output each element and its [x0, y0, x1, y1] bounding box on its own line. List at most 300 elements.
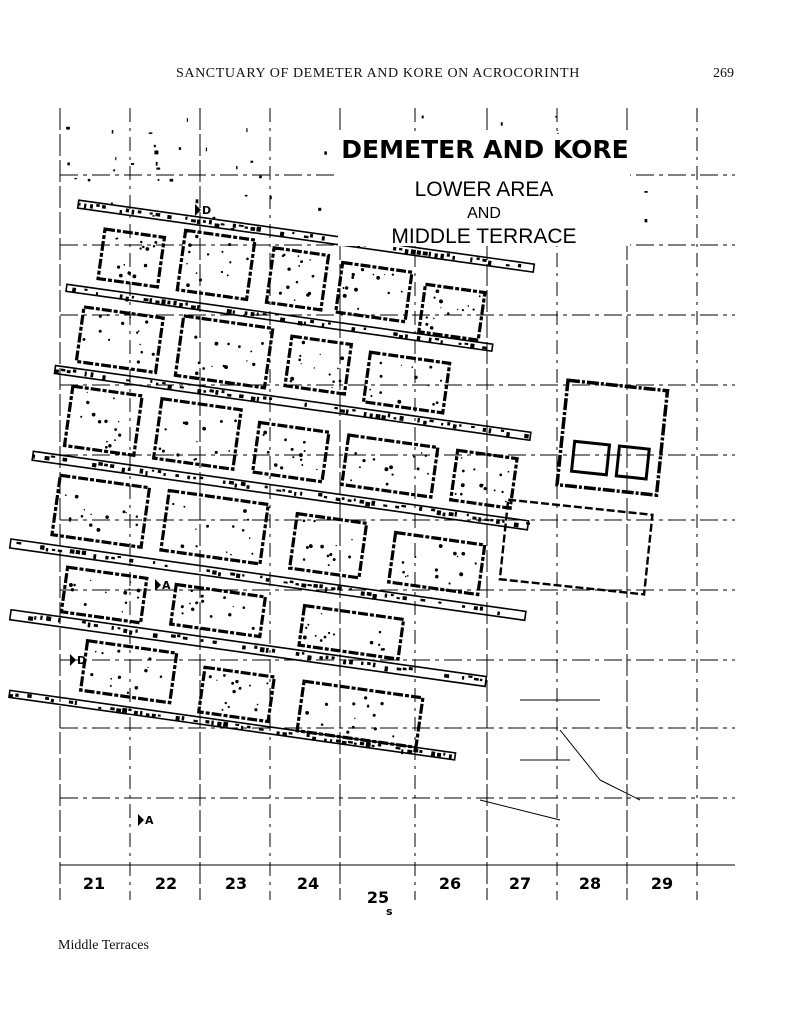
grid-label: 25	[366, 888, 390, 907]
rubble-mark	[90, 204, 93, 209]
debris-mark	[95, 651, 97, 653]
debris-mark	[385, 483, 388, 486]
rubble-mark	[156, 383, 159, 386]
rubble-mark	[482, 346, 487, 349]
rubble-mark	[111, 626, 114, 630]
debris-mark	[416, 467, 419, 470]
debris-mark	[326, 554, 329, 557]
map-subtitle-lower-area: LOWER AREA	[414, 178, 554, 201]
rubble-mark	[458, 343, 461, 345]
rubble-mark	[232, 224, 236, 228]
rubble-mark	[440, 254, 444, 259]
debris-mark	[144, 669, 148, 673]
debris-mark	[233, 606, 234, 607]
survey-mark	[270, 196, 272, 200]
terrace-wall	[9, 690, 456, 760]
rubble-mark	[506, 432, 510, 437]
debris-mark	[224, 702, 227, 705]
debris-mark	[342, 294, 347, 299]
grid-label: 29	[650, 874, 674, 893]
rubble-mark	[280, 232, 285, 237]
rubble-mark	[129, 630, 133, 634]
debris-mark	[201, 594, 204, 597]
rubble-mark	[197, 219, 201, 224]
rubble-mark	[181, 716, 184, 721]
debris-mark	[238, 345, 241, 348]
debris-mark	[440, 380, 442, 382]
debris-mark	[73, 584, 76, 587]
debris-mark	[319, 354, 321, 356]
debris-mark	[460, 493, 463, 496]
rubble-mark	[121, 468, 125, 473]
debris-mark	[352, 702, 356, 706]
room-walls	[171, 584, 266, 636]
rubble-mark	[134, 711, 138, 716]
rubble-mark	[185, 302, 188, 305]
debris-mark	[294, 299, 296, 301]
rubble-mark	[348, 741, 353, 744]
rubble-mark	[407, 750, 412, 754]
debris-mark	[145, 320, 149, 324]
debris-mark	[252, 362, 256, 366]
rubble-mark	[449, 754, 452, 759]
rubble-mark	[349, 660, 353, 665]
debris-mark	[402, 561, 405, 564]
rubble-mark	[381, 415, 386, 420]
rubble-mark	[78, 203, 81, 206]
debris-mark	[127, 691, 130, 694]
rubble-mark	[496, 519, 500, 524]
rubble-mark	[102, 205, 106, 209]
debris-mark	[80, 416, 82, 418]
debris-mark	[427, 473, 429, 475]
rubble-mark	[265, 486, 268, 489]
rubble-mark	[221, 223, 225, 226]
grid-label: 26	[438, 874, 462, 893]
rubble-mark	[250, 312, 254, 316]
debris-mark	[232, 525, 235, 528]
east-building-room	[616, 446, 649, 479]
grid-label: 21	[82, 874, 106, 893]
debris-mark	[183, 506, 185, 508]
rubble-mark	[177, 634, 181, 637]
rubble-mark	[440, 340, 443, 343]
rubble-mark	[149, 298, 152, 303]
rubble-mark	[322, 323, 325, 327]
rubble-mark	[58, 549, 63, 552]
debris-mark	[267, 451, 270, 454]
rubble-mark	[84, 203, 87, 208]
debris-mark	[211, 366, 213, 368]
rubble-mark	[269, 397, 272, 400]
rubble-mark	[497, 611, 500, 615]
rubble-mark	[206, 569, 210, 572]
section-arrow-icon	[155, 579, 161, 591]
rubble-mark	[140, 711, 143, 715]
debris-mark	[362, 459, 366, 463]
debris-mark	[461, 552, 465, 556]
debris-mark	[105, 591, 107, 593]
rubble-mark	[312, 737, 316, 741]
debris-mark	[354, 288, 358, 292]
rubble-mark	[396, 597, 400, 600]
debris-mark	[300, 260, 303, 263]
debris-mark	[436, 401, 439, 404]
debris-mark	[195, 601, 198, 604]
debris-mark	[82, 338, 85, 341]
rubble-mark	[34, 616, 37, 620]
rubble-mark	[205, 720, 209, 724]
rubble-mark	[125, 296, 129, 301]
rubble-mark	[431, 751, 436, 756]
running-title: SANCTUARY OF DEMETER AND KORE ON ACROCORINTH	[176, 66, 580, 81]
rubble-mark	[482, 259, 487, 262]
rubble-mark	[242, 574, 245, 577]
debris-mark	[299, 453, 303, 457]
rubble-mark	[54, 369, 59, 374]
debris-mark	[125, 601, 128, 604]
debris-mark	[231, 682, 234, 685]
debris-mark	[189, 602, 191, 604]
survey-mark	[74, 178, 76, 179]
rubble-mark	[384, 593, 387, 597]
rubble-mark	[82, 621, 86, 624]
rubble-mark	[383, 504, 387, 507]
rubble-mark	[104, 464, 108, 467]
debris-mark	[75, 495, 79, 499]
survey-mark	[115, 157, 116, 160]
debris-mark	[462, 469, 465, 472]
debris-mark	[346, 730, 350, 734]
rubble-mark	[98, 462, 103, 466]
rubble-mark	[319, 656, 323, 660]
survey-mark	[318, 208, 321, 211]
debris-mark	[304, 450, 306, 452]
debris-mark	[361, 268, 365, 272]
debris-mark	[314, 367, 316, 369]
survey-mark	[324, 151, 327, 154]
rubble-mark	[250, 227, 255, 231]
rubble-mark	[438, 601, 441, 603]
survey-mark	[179, 147, 181, 150]
rubble-mark	[244, 226, 248, 229]
rubble-mark	[102, 375, 106, 380]
rubble-mark	[260, 575, 263, 578]
debris-mark	[106, 441, 108, 443]
debris-mark	[144, 264, 148, 268]
rubble-mark	[128, 467, 131, 471]
debris-mark	[254, 708, 258, 712]
debris-mark	[249, 685, 251, 687]
debris-mark	[372, 274, 374, 276]
rubble-mark	[16, 542, 21, 545]
debris-mark	[117, 649, 120, 652]
debris-mark	[135, 515, 138, 518]
debris-mark	[387, 292, 390, 295]
rubble-mark	[359, 500, 364, 504]
rubble-mark	[391, 594, 394, 597]
debris-mark	[118, 421, 120, 423]
rubble-mark	[234, 483, 237, 487]
rubble-mark	[322, 236, 325, 241]
rubble-mark	[129, 558, 134, 562]
rubble-mark	[214, 223, 219, 228]
rubble-mark	[175, 716, 180, 721]
debris-mark	[199, 278, 203, 282]
rubble-mark	[46, 548, 49, 552]
debris-mark	[297, 255, 299, 257]
rubble-mark	[360, 742, 365, 746]
debris-mark	[227, 342, 230, 345]
debris-mark	[242, 529, 245, 532]
debris-mark	[373, 458, 376, 461]
rubble-mark	[453, 424, 457, 429]
debris-mark	[227, 274, 229, 276]
rubble-mark	[292, 232, 294, 235]
rubble-mark	[110, 464, 115, 468]
east-building-room	[572, 441, 610, 474]
debris-mark	[384, 274, 385, 275]
debris-mark	[195, 235, 199, 239]
rubble-mark	[46, 616, 51, 621]
debris-mark	[407, 575, 409, 577]
rubble-mark	[347, 499, 351, 502]
debris-mark	[378, 644, 381, 647]
rubble-mark	[40, 615, 43, 620]
rubble-mark	[413, 748, 418, 752]
rubble-mark	[276, 731, 280, 735]
rubble-mark	[131, 210, 134, 215]
debris-mark	[107, 314, 109, 316]
debris-mark	[251, 627, 254, 630]
rubble-mark	[92, 463, 97, 468]
debris-mark	[479, 483, 483, 487]
terrace-wall	[54, 366, 530, 441]
debris-mark	[300, 458, 303, 461]
debris-mark	[461, 457, 463, 459]
rubble-mark	[401, 505, 406, 508]
rubble-mark	[467, 514, 469, 517]
survey-mark	[422, 116, 424, 119]
rubble-mark	[419, 750, 422, 753]
rubble-mark	[337, 586, 342, 591]
debris-mark	[329, 553, 332, 556]
debris-mark	[352, 726, 355, 729]
rubble-mark	[328, 322, 331, 325]
debris-mark	[160, 675, 163, 678]
debris-mark	[320, 639, 323, 642]
debris-mark	[80, 515, 83, 518]
rubble-mark	[506, 264, 510, 267]
rubble-mark	[209, 220, 212, 225]
rubble-mark	[420, 599, 425, 602]
debris-mark	[348, 555, 351, 558]
room-walls	[154, 399, 242, 470]
debris-mark	[328, 564, 330, 566]
rubble-mark	[373, 663, 376, 668]
rubble-mark	[90, 372, 93, 377]
rubble-mark	[162, 382, 166, 385]
debris-mark	[405, 576, 407, 578]
rubble-mark	[45, 697, 49, 700]
rubble-mark	[331, 656, 334, 659]
page-number: 269	[713, 66, 734, 81]
debris-mark	[340, 356, 344, 360]
rubble-mark	[423, 421, 427, 425]
debris-mark	[145, 247, 149, 251]
debris-mark	[154, 241, 157, 244]
scale-mark: s	[386, 905, 393, 918]
debris-mark	[440, 307, 441, 308]
rubble-mark	[324, 739, 327, 743]
debris-mark	[104, 419, 108, 423]
debris-mark	[257, 704, 259, 706]
rubble-mark	[116, 708, 121, 712]
rubble-mark	[447, 422, 450, 426]
debris-mark	[462, 309, 465, 312]
debris-mark	[221, 271, 224, 274]
rubble-mark	[62, 457, 67, 461]
rubble-mark	[429, 419, 434, 422]
grid-labels	[83, 874, 673, 907]
rubble-mark	[241, 726, 244, 730]
debris-mark	[315, 635, 317, 637]
rubble-mark	[490, 519, 493, 522]
debris-mark	[435, 289, 439, 293]
rubble-mark	[241, 482, 246, 487]
rubble-mark	[155, 213, 160, 217]
debris-mark	[357, 308, 359, 310]
debris-mark	[181, 612, 183, 614]
debris-mark	[118, 675, 122, 679]
debris-mark	[292, 456, 294, 458]
debris-mark	[176, 453, 180, 457]
debris-mark	[227, 706, 229, 708]
rubble-mark	[342, 741, 347, 746]
rubble-mark	[153, 633, 158, 638]
survey-mark	[152, 215, 154, 217]
debris-mark	[337, 367, 339, 369]
fragment-line	[560, 730, 600, 780]
rubble-mark	[366, 742, 371, 747]
rubble-mark	[98, 707, 101, 710]
room-walls	[299, 606, 404, 660]
debris-mark	[298, 358, 301, 361]
rubble-mark	[340, 409, 345, 413]
rubble-mark	[388, 413, 391, 417]
debris-mark	[215, 451, 219, 455]
debris-mark	[69, 583, 73, 587]
rubble-mark	[419, 507, 423, 511]
rubble-mark	[454, 512, 457, 517]
rubble-mark	[441, 423, 443, 426]
debris-mark	[279, 291, 283, 295]
rubble-mark	[260, 647, 265, 653]
rubble-mark	[122, 708, 127, 714]
grid-label: 24	[296, 874, 320, 893]
rubble-mark	[244, 311, 247, 315]
debris-mark	[507, 471, 509, 473]
debris-mark	[98, 330, 101, 333]
rubble-mark	[501, 429, 505, 432]
rubble-mark	[423, 251, 428, 256]
rubble-mark	[117, 556, 121, 558]
rubble-mark	[212, 570, 217, 575]
rubble-mark	[256, 227, 261, 232]
debris-mark	[214, 341, 218, 345]
rubble-mark	[372, 745, 375, 748]
debris-mark	[459, 572, 463, 576]
rubble-mark	[203, 220, 206, 223]
debris-mark	[303, 558, 306, 561]
debris-mark	[84, 509, 86, 511]
rubble-mark	[399, 248, 403, 251]
rubble-mark	[319, 584, 323, 588]
debris-mark	[425, 323, 428, 326]
debris-mark	[473, 468, 476, 471]
rubble-mark	[289, 732, 293, 735]
survey-mark	[67, 162, 69, 165]
debris-mark	[472, 308, 475, 311]
debris-mark	[105, 515, 109, 519]
rubble-mark	[282, 732, 287, 736]
rubble-mark	[161, 299, 166, 304]
debris-mark	[220, 420, 223, 423]
debris-mark	[202, 367, 205, 370]
rubble-mark	[120, 294, 123, 298]
rubble-mark	[313, 584, 318, 588]
debris-mark	[152, 353, 156, 357]
debris-mark	[301, 341, 305, 345]
debris-mark	[309, 259, 311, 261]
rubble-mark	[396, 667, 401, 670]
rubble-mark	[484, 518, 489, 521]
debris-mark	[435, 575, 439, 579]
debris-mark	[127, 271, 131, 275]
rubble-mark	[93, 554, 96, 559]
rubble-mark	[443, 753, 445, 756]
rubble-mark	[324, 496, 328, 499]
debris-mark	[397, 400, 401, 404]
debris-mark	[137, 596, 139, 598]
rubble-mark	[304, 321, 306, 324]
rubble-mark	[401, 749, 404, 754]
debris-mark	[101, 652, 104, 655]
debris-mark	[96, 528, 100, 532]
debris-mark	[180, 544, 184, 548]
rubble-mark	[9, 694, 13, 698]
debris-mark	[479, 295, 481, 297]
debris-mark	[274, 463, 278, 467]
debris-mark	[439, 299, 443, 303]
room-walls	[451, 450, 517, 508]
debris-mark	[201, 600, 205, 604]
rubble-mark	[111, 557, 115, 560]
rubble-mark	[259, 728, 264, 731]
survey-mark	[196, 199, 199, 203]
debris-mark	[429, 365, 432, 368]
rubble-mark	[325, 587, 328, 592]
debris-mark	[351, 273, 355, 277]
debris-mark	[234, 419, 237, 422]
rubble-mark	[110, 707, 115, 711]
rubble-mark	[145, 471, 148, 476]
rubble-mark	[153, 561, 155, 564]
rubble-mark	[436, 510, 441, 515]
debris-mark	[229, 261, 232, 264]
debris-mark	[228, 450, 230, 452]
debris-mark	[351, 539, 353, 541]
